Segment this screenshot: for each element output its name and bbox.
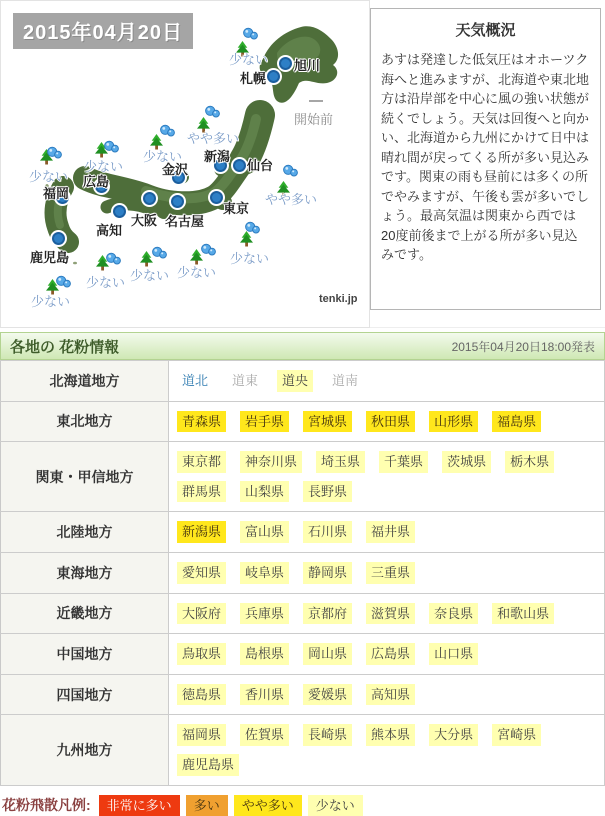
pollen-level-chip-slight[interactable]: 山形県 [429,411,478,433]
pollen-level-chip-low[interactable]: 高知県 [366,684,415,706]
city-label: 広島 [83,174,110,189]
pollen-particles-icon [152,246,167,259]
city-label: 高知 [96,223,123,238]
pollen-level-chip-low[interactable]: 栃木県 [505,451,554,473]
pollen-level-chip-low[interactable]: 徳島県 [177,684,226,706]
region-row [1,634,605,675]
map-pollen-level-label: 少ない [31,294,71,309]
pollen-level-chip-low[interactable]: 広島県 [366,643,415,665]
region-name: 近畿地方 [1,593,169,634]
pollen-level-chip-slight[interactable]: 福島県 [492,411,541,433]
map-pollen-level-label: 少ない [29,169,69,184]
pollen-section-header [0,332,605,360]
top-section [0,0,605,328]
pollen-particles-icon [56,275,71,288]
city-label: 金沢 [162,162,189,177]
pollen-level-chip-many: 多い [186,795,228,816]
pollen-level-chip-very: 非常に多い [99,795,180,816]
pollen-level-chip-low[interactable]: 石川県 [303,521,352,543]
pollen-level-chip-low[interactable]: 大阪府 [177,603,226,625]
pollen-level-chip-off[interactable]: 道南 [332,373,359,388]
region-name: 北海道地方 [1,361,169,402]
pollen-particles-icon [201,243,216,256]
region-row [1,401,605,442]
pollen-region-table [0,360,605,786]
pollen-level-chip-low[interactable]: 茨城県 [442,451,491,473]
city-label: 福岡 [43,186,70,201]
region-name: 四国地方 [1,674,169,715]
city-marker-鹿児島 [52,232,65,245]
pollen-level-chip-low[interactable]: 京都府 [303,603,352,625]
city-marker-東京 [210,191,223,204]
map-pollen-level-label: 少ない [143,149,183,164]
pollen-level-chip-low[interactable]: 千葉県 [379,451,428,473]
pollen-level-chip-low[interactable]: 鳥取県 [177,643,226,665]
pollen-level-chip-low[interactable]: 佐賀県 [240,724,289,746]
pollen-particles-icon [243,27,258,40]
pollen-level-chip-slight[interactable]: 秋田県 [366,411,415,433]
pollen-level-chip-off[interactable]: 道東 [232,373,259,388]
map-pollen-level-label: 少ない [229,52,269,67]
pollen-level-chip-low[interactable]: 岡山県 [303,643,352,665]
city-label: 仙台 [247,158,274,173]
city-label: 札幌 [240,71,267,86]
pollen-level-chip-low[interactable]: 岐阜県 [240,562,289,584]
region-name: 北陸地方 [1,512,169,553]
region-prefectures [169,593,605,634]
pollen-level-chip-low[interactable]: 福井県 [366,521,415,543]
city-label: 新潟 [204,149,231,164]
pollen-particles-icon [160,124,175,137]
city-label: 名古屋 [165,214,205,229]
weather-overview-title: 天気概況 [455,22,516,39]
pollen-level-chip-low[interactable]: 香川県 [240,684,289,706]
map-pollen-level-label: やや多い [265,192,318,207]
region-prefectures [169,715,605,785]
pollen-legend-chips [99,795,369,816]
pollen-level-chip-low[interactable]: 山梨県 [240,481,289,503]
pollen-section-title: 各地の 花粉情報 [10,338,120,356]
city-marker-大阪 [143,192,156,205]
pollen-level-chip-slight: やや多い [234,795,302,816]
pollen-level-chip-slight[interactable]: 青森県 [177,411,226,433]
pollen-level-chip-low[interactable]: 熊本県 [366,724,415,746]
pollen-level-chip-low[interactable]: 愛媛県 [303,684,352,706]
japan-pollen-map [0,0,370,328]
region-prefectures [169,361,605,402]
pollen-particles-icon [106,252,121,265]
region-prefectures [169,634,605,675]
pollen-level-chip-slight[interactable]: 新潟県 [177,521,226,543]
pollen-level-chip-low[interactable]: 福岡県 [177,724,226,746]
pollen-level-chip-slight[interactable]: 宮城県 [303,411,352,433]
pollen-level-chip-low[interactable]: 島根県 [240,643,289,665]
city-label: 大阪 [131,213,158,228]
pollen-level-chip-low[interactable]: 埼玉県 [316,451,365,473]
pollen-level-chip-low[interactable]: 鹿児島県 [177,754,239,776]
city-label: 旭川 [294,58,321,73]
city-marker-名古屋 [171,195,184,208]
pollen-particles-icon [283,164,298,177]
region-row [1,593,605,634]
pollen-legend-label: 花粉飛散凡例: [2,797,91,814]
map-pollen-level-label: 少ない [86,275,126,290]
map-date-badge: 2015年04月20日 [13,13,193,49]
pollen-level-chip-low[interactable]: 滋賀県 [366,603,415,625]
pollen-level-chip-low[interactable]: 東京都 [177,451,226,473]
pollen-level-chip-low[interactable]: 長崎県 [303,724,352,746]
map-pollen-level-label: 少ない [177,265,217,280]
region-name: 中国地方 [1,634,169,675]
pollen-level-chip-low[interactable]: 三重県 [366,562,415,584]
pollen-level-chip-low[interactable]: 奈良県 [429,603,478,625]
region-row [1,512,605,553]
pollen-level-chip-low[interactable]: 静岡県 [303,562,352,584]
region-prefectures [169,512,605,553]
pollen-particles-icon [104,140,119,153]
city-marker-旭川 [279,57,292,70]
pollen-level-chip-low[interactable]: 神奈川県 [240,451,302,473]
map-start-label: 開始前 [294,112,334,127]
region-row [1,674,605,715]
pollen-level-chip-low[interactable]: 宮崎県 [492,724,541,746]
map-pollen-level-label: やや多い [187,131,240,146]
tenki-jp-logo[interactable]: tenki.jp [319,293,358,305]
weather-overview-text: あすは発達した低気圧はオホーツク海へと進みますが、北海道や東北地方は沿岸部を中心に風の強い状態が続くでしょう。天気は回復へと向かい、北海道から九州にかけて日中は晴れ間が戻ってくる所が多い見込みです。関東の雨も昼前には多くの所でやみますが、午後も雲が多いでしょう。最高気温は関東から西では20度前後まで上がる所が多い見込みです。 [381,52,590,262]
weather-overview-box [370,8,601,310]
region-row [1,442,605,512]
pollen-level-chip-low[interactable]: 和歌山県 [492,603,554,625]
region-name: 九州地方 [1,715,169,785]
pollen-level-chip-low: 少ない [308,795,363,816]
region-prefectures [169,401,605,442]
region-row [1,715,605,785]
city-label: 東京 [223,201,250,216]
city-marker-仙台 [233,159,246,172]
region-name: 東海地方 [1,552,169,593]
region-row [1,361,605,402]
city-label: 鹿児島 [30,250,70,265]
pollen-level-chip-low[interactable]: 群馬県 [177,481,226,503]
pollen-level-chip-low[interactable]: 大分県 [429,724,478,746]
pollen-particles-icon [47,146,62,159]
pollen-particles-icon [205,105,220,118]
region-name: 関東・甲信地方 [1,442,169,512]
pollen-level-chip-low[interactable]: 長野県 [303,481,352,503]
pollen-level-chip-low[interactable]: 道央 [277,370,313,392]
region-name: 東北地方 [1,401,169,442]
region-prefectures [169,552,605,593]
pollen-published-timestamp: 2015年04月20日18:00発表 [451,339,595,354]
city-marker-高知 [113,205,126,218]
pollen-particles-icon [245,221,260,234]
region-prefectures [169,442,605,512]
pollen-level-chip-slight[interactable]: 岩手県 [240,411,289,433]
pollen-level-chip-low[interactable]: 山口県 [429,643,478,665]
map-pollen-level-label: 少ない [84,159,124,174]
pollen-level-chip-low[interactable]: 愛知県 [177,562,226,584]
pollen-legend [2,795,605,816]
region-prefectures [169,674,605,715]
city-marker-札幌 [267,70,280,83]
map-pollen-level-label: 少ない [230,251,270,266]
pollen-level-chip-low[interactable]: 富山県 [240,521,289,543]
region-row [1,552,605,593]
map-pollen-level-label: 少ない [130,268,170,283]
pollen-level-chip-link[interactable]: 道北 [182,373,209,388]
pollen-level-chip-low[interactable]: 兵庫県 [240,603,289,625]
